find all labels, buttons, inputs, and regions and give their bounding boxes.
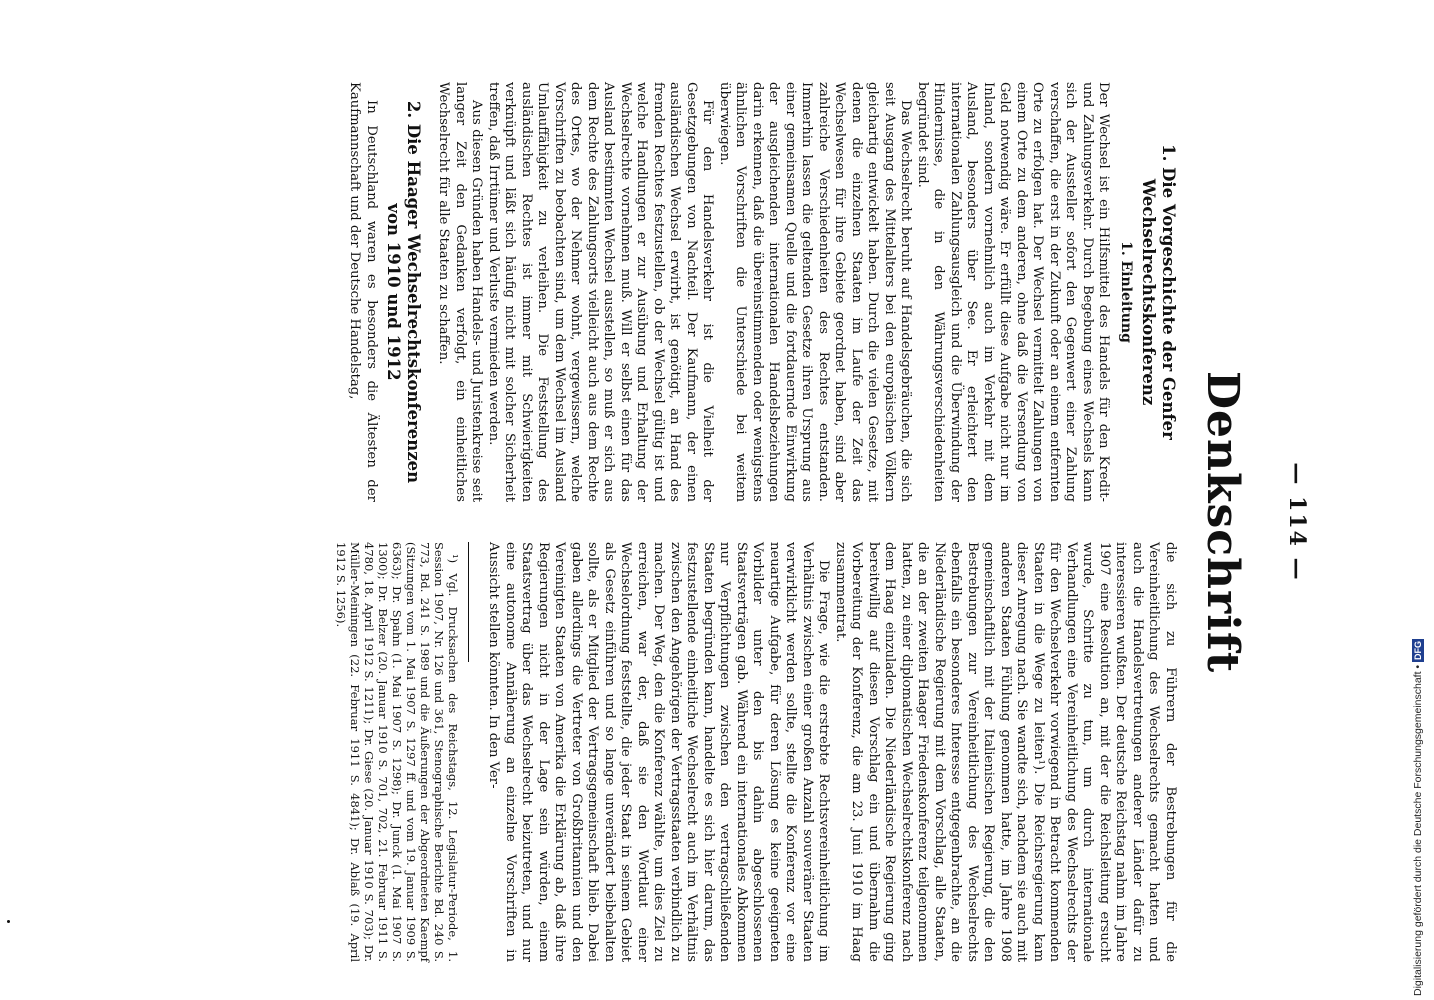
margin-dot: [7, 920, 10, 923]
footnote: ¹) Vgl. Drucksachen des Reichstags, 12. Legislatur-Periode, 1. Session 1907, Nr. 126 und 361, Stenographische Berichte Bd. 240 S. 773, Bd. 241 S. 1989 und die Äußerungen der Abgeordneten Kaempf (Sitzungen vom 1. Mai 1907 S. 1297 ff. und vom 19. Januar 1909 S. 6363); Dr. Spahn (1. Mai 1907 S. 1298); Dr. Junck (1. Mai 1907 S. 1300); Dr. Belzer (20. Januar 1910 S. 701, 702, 21. Februar 1911 S. 4780, 18. April 1912 S. 1211); Dr. Giese (20. Januar 1910 S. 703); Dr. Müller-Meiningen (22. Februar 1911 S. 4841); Dr. Ablaß (19. April 1912 S. 1256).: [334, 542, 460, 962]
digitization-credit: [1412, 8, 1430, 996]
document-title: Denkschrift: [1197, 370, 1248, 674]
paragraph: Für den Handelsverkehr ist die Vielheit der Gesetzgebungen von Nachteil. Der Kaufmann, der einen ausländischen Wechsel erwirbt, ist genötigt, an Hand des fremden Rechtes festzustellen, ob der Wechsel gültig ist und welche Handlungen er zur Ausübung und Erhaltung der Wechselrechte vornehmen muß. Will er selbst einen für das Ausland bestimmten Wechsel ausstellen, so muß er sich aus dem Rechte des Zahlungsorts vielleicht auch aus dem Rechte des Ortes, wo der Nehmer wohnt, vergewissern, welche Vorschriften zu beobachten sind, um dem Wechsel im Ausland Umlauffähigkeit zu verleihen. Die Feststellung des ausländischen Rechtes ist immer mit Schwierigkeiten verknüpft und läßt sich häufig nicht mit solcher Sicherheit treffen, daß Irrtümer und Verluste vermieden werden.: [486, 82, 716, 502]
credit-text: Digitalisierung gefördert durch die Deutsche Forschungsgemeinschaft •: [1412, 664, 1424, 996]
rotated-document-page: [38, 72, 1318, 972]
footnotes: [334, 542, 460, 962]
paragraph: Das Wechselrecht beruht auf Handelsgebräuchen, die sich seit Ausgang des Mittelalters bei den europäischen Völkern gleichartig entwickelt haben. Durch die vielen Gesetze, mit denen die einzelnen Staaten im Laufe der Zeit das Wechselwesen für ihre Gebiete geordnet haben, sind aber zahlreiche Verschiedenheiten des Rechtes entstanden. Immerhin lassen die geltenden Gesetze ihren Ursprung aus einer gemeinsamen Quelle und die fortdauernde Einwirkung der ausgleichenden internationalen Handelsbeziehungen darin erkennen, daß die übereinstimmenden oder wenigstens ähnlichen Vorschriften die Unterschiede bei weitem überwiegen.: [717, 82, 914, 502]
section-heading-2: 2. Die Haager Wechselrechtskonferenzen von 1910 und 1912: [384, 100, 423, 484]
dfg-logo-badge: DFG: [1413, 640, 1423, 660]
section-heading-1: 1. Die Vorgeschichte der Genfer Wechselrechtskonferenz: [1139, 144, 1178, 440]
left-column: [346, 82, 1178, 502]
paragraph: Der Wechsel ist ein Hilfsmittel des Handels für den Kredit- und Zahlungsverkehr. Durch Begebung eines Wechsels kann sich der Aussteller sofort den Gegenwert einer Zahlung verschaffen, die erst in der Zukunft oder an einem entfernten Orte zu erfolgen hat. Der Wechsel vermittelt Zahlungen von einem Orte zu dem anderen, ohne daß die Versendung von Geld notwendig wäre. Er erfüllt diese Aufgabe nicht nur im Inland, sondern vornehmlich auch im Verkehr mit dem Ausland, besonders über See. Er erleichtert den internationalen Zahlungsausgleich und die Überwindung der Hindernisse, die in den Währungsverschiedenheiten begründet sind.: [915, 82, 1112, 502]
subsection-heading-einleitung: 1. Einleitung: [1118, 241, 1134, 343]
right-column: [334, 542, 1178, 962]
footnote-divider: [468, 542, 469, 662]
paragraph: In Deutschland waren es besonders die Ältesten der Kaufmannschaft und der Deutsche Handelstag,: [347, 82, 379, 502]
page-number: — 114 —: [1284, 462, 1310, 582]
paragraph: Die Frage, wie die erstrebte Rechtsvereinheitlichung im Verhältnis zwischen einer großen Anzahl souveräner Staaten verwirklicht werden sollte, stellte die Konferenz vor eine neuartige Aufgabe, für deren Lösung es keine geeigneten Vorbilder unter den bis dahin abgeschlossenen Staatsverträgen gab. Während ein internationales Abkommen nur Verpflichtungen zwischen den vertragschließenden Staaten begründen kann, handelte es sich hier darum, das festzustellende einheitliche Wechselrecht auch im Verhältnis zwischen den Angehörigen der Vertragsstaaten verbindlich zu machen. Der Weg, den die Konferenz wählte, um dies Ziel zu erreichen, war der, daß sie den Wortlaut einer Wechselordnung feststellte, die jeder Staat in seinem Gebiet als Gesetz einführen und so lange unverändert beibehalten sollte, als er Mitglied der Vertragsgemeinschaft blieb. Dabei gaben allerdings die Vertreter von Großbritannien und den Vereinigten Staaten von Amerika die Erklärung ab, daß ihre Regierungen nicht in der Lage sein würden, einem Staatsvertrag über das Wechselrecht beizutreten, und nur eine autonome Annäherung an einzelne Vorschriften in Aussicht stellen könnten. In den Ver-: [486, 542, 832, 962]
paragraph: Aus diesen Gründen haben Handels- und Juristenkreise seit langer Zeit den Gedanken verfolgt, ein einheitliches Wechselrecht für alle Staaten zu schaffen.: [436, 82, 485, 502]
paragraph: die sich zu Führern der Bestrebungen für die Vereinheitlichung des Wechselrechts gemacht hatten und auch die Handelsvertretungen anderer Länder dafür zu interessieren wußten. Der deutsche Reichstag nahm im Jahre 1907 eine Resolution an, mit der die Reichsleitung ersucht wurde, Schritte zu tun, um durch internationale Verhandlungen eine Vereinheitlichung des Wechselrechts der für den Wechselverkehr vorwiegend in Betracht kommenden Staaten in die Wege zu leiten¹). Die Reichsregierung kam dieser Anregung nach. Sie wandte sich, nachdem sie auch mit anderen Staaten Fühlung genommen hatte, im Jahre 1908 gemeinschaftlich mit der Italienischen Regierung, die den Bestrebungen zur Vereinheitlichung des Wechselrechts ebenfalls ein besonderes Interesse entgegenbrachte, an die Niederländische Regierung mit dem Vorschlag, alle Staaten, die an der zweiten Haager Friedenskonferenz teilgenommen hatten, zu einer diplomatischen Wechselrechtskonferenz nach dem Haag einzuladen. Die Niederländische Regierung ging bereitwillig auf diesen Vorschlag ein und übernahm die Vorbereitung der Konferenz, die am 23. Juni 1910 im Haag zusammentrat.: [833, 542, 1178, 962]
